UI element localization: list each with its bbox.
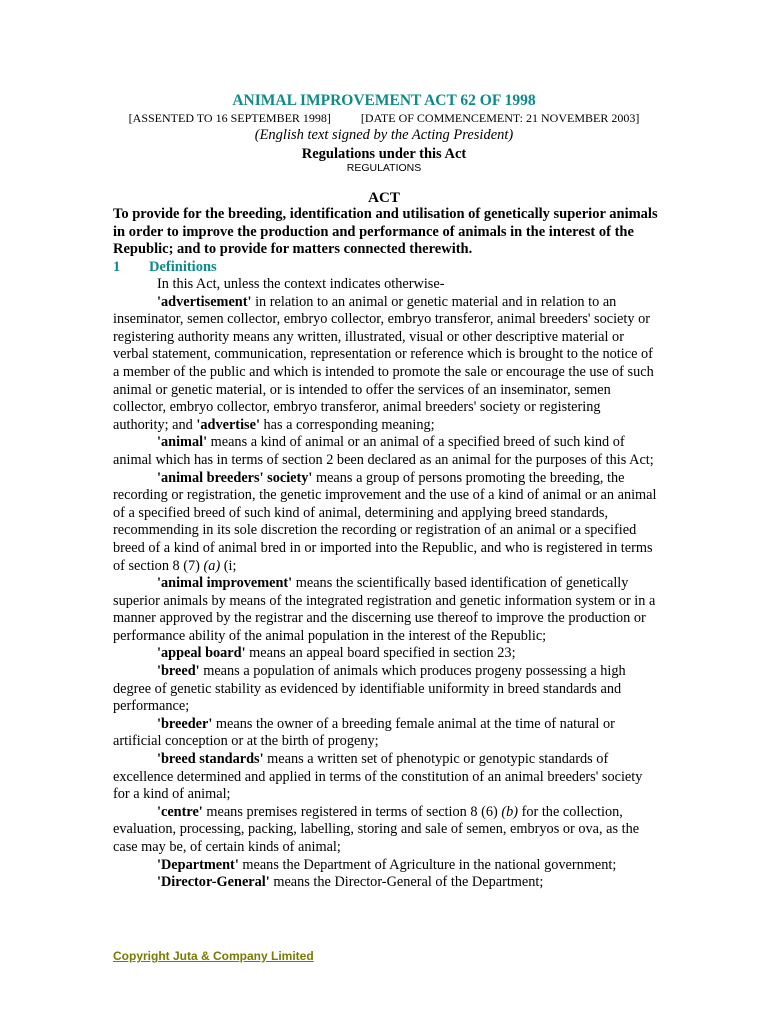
definition-text: means a population of animals which produces progeny possessing a high degree of genetic stability as evidenced by identifiable uniformity in breed standards and performance; <box>113 663 626 715</box>
definition-text: for the collection, evaluation, processing, packing, labelling, storing and sale of semen, embryos or ova, as the case may be, of certain kinds of animal; <box>113 803 640 855</box>
definition-term: 'animal breeders' society' <box>157 469 313 486</box>
definition-breeder <box>113 716 658 751</box>
definition-text: in relation to an animal or genetic material and in relation to an inseminator, semen collector, embryo collector, embryo transferor, animal breeders' society or registering authority means any written, illustrated, visual or other descriptive material or verbal statement, communication, representation or reference which is brought to the notice of a member of the public and which is intended to promote the sale or encourage the use of such animal or genetic material, or is intended to offer the services of an inseminator, semen collector, embryo collector, embryo transferor, animal breeders' society or registering authority; and <box>113 293 654 433</box>
signed-note: (English text signed by the Acting President) <box>254 127 514 143</box>
definition-text: means premises registered in terms of section 8 (6) <box>202 803 502 820</box>
copyright-link[interactable]: Copyright Juta & Company Limited <box>113 949 314 963</box>
section-heading <box>113 259 217 276</box>
definition-text: means a kind of animal or an animal of a specified breed of such kind of animal which has in terms of section 2 been declared as an animal for the purposes of this Act; <box>113 434 654 468</box>
act-title: ANIMAL IMPROVEMENT ACT 62 OF 1998 <box>232 92 536 109</box>
act-heading: ACT <box>368 190 400 206</box>
definition-appeal-board <box>113 645 658 663</box>
definition-term: 'Department' <box>157 856 239 873</box>
section-title: Definitions <box>149 259 217 275</box>
section-intro: In this Act, unless the context indicates otherwise- <box>157 276 445 292</box>
regulations-link[interactable]: Regulations under this Act <box>301 146 467 162</box>
definitions-body <box>113 276 658 892</box>
definition-text: means the owner of a breeding female animal at the time of natural or artificial conception or at the birth of progeny; <box>113 715 615 750</box>
definition-text: means the scientifically based identification of genetically superior animals by means of the integrated registration and genetic information system or in a manner approved by the registrar and the discerning use thereof to improve the production or performance ability of the animal population in the interest of the Republic; <box>113 575 656 644</box>
definition-text: (i; <box>220 557 237 574</box>
definition-animal <box>113 434 658 469</box>
definition-term: 'advertisement' <box>157 293 252 310</box>
regulations-label[interactable]: REGULATIONS <box>346 162 422 174</box>
definition-text: means the Department of Agriculture in the national government; <box>238 856 617 873</box>
definition-text: has a corresponding meaning; <box>259 416 435 433</box>
definition-breed-standards <box>113 751 658 804</box>
definition-term: 'breeder' <box>157 715 213 732</box>
definition-text: means the Director-General of the Department; <box>269 874 544 891</box>
definition-breed <box>113 663 658 716</box>
definition-term: 'advertise' <box>196 416 260 433</box>
section-number: 1 <box>113 259 121 275</box>
definition-text: means an appeal board specified in section 23; <box>245 645 516 662</box>
definition-term: 'animal' <box>157 434 208 451</box>
definition-term: 'breed' <box>157 663 200 680</box>
section-reference: (b) <box>501 803 519 820</box>
definition-animal-improvement <box>113 575 658 645</box>
definition-term: 'appeal board' <box>157 645 246 662</box>
definition-text: means a written set of phenotypic or genotypic standards of excellence determined and applied in terms of the constitution of an animal breeders' society for a kind of animal; <box>113 751 643 803</box>
commencement-date: [DATE OF COMMENCEMENT: 21 NOVEMBER 2003] <box>360 111 640 125</box>
definition-term: 'centre' <box>157 803 203 820</box>
definition-department <box>113 857 658 875</box>
long-title: To provide for the breeding, identification and utilisation of genetically superior animals in order to improve the production and performance of animals in the interest of the Republic; and to provide for matters connected therewith. <box>113 206 658 257</box>
definition-centre <box>113 804 658 857</box>
definition-term: 'breed standards' <box>157 751 264 768</box>
definition-term: 'Director-General' <box>157 874 270 891</box>
definition-text: means a group of persons promoting the breeding, the recording or registration, the genetic improvement and the use of a kind of animal or an animal of a specified breed of such kind of animal, determining and applying breed standards, recommending in its sole discretion the recording or registration of an animal or a specified breed of a kind of animal bred in or imported into the Republic, and who is registered in terms of section 8 (7) <box>113 469 657 574</box>
definition-term: 'animal improvement' <box>157 575 293 592</box>
assented-date: [ASSENTED TO 16 SEPTEMBER 1998] <box>128 111 331 125</box>
definition-advertisement <box>113 294 658 435</box>
definition-animal-breeders-society <box>113 470 658 576</box>
definition-director-general <box>113 874 658 892</box>
section-reference: (a) <box>203 557 221 574</box>
assent-line <box>0 111 768 125</box>
